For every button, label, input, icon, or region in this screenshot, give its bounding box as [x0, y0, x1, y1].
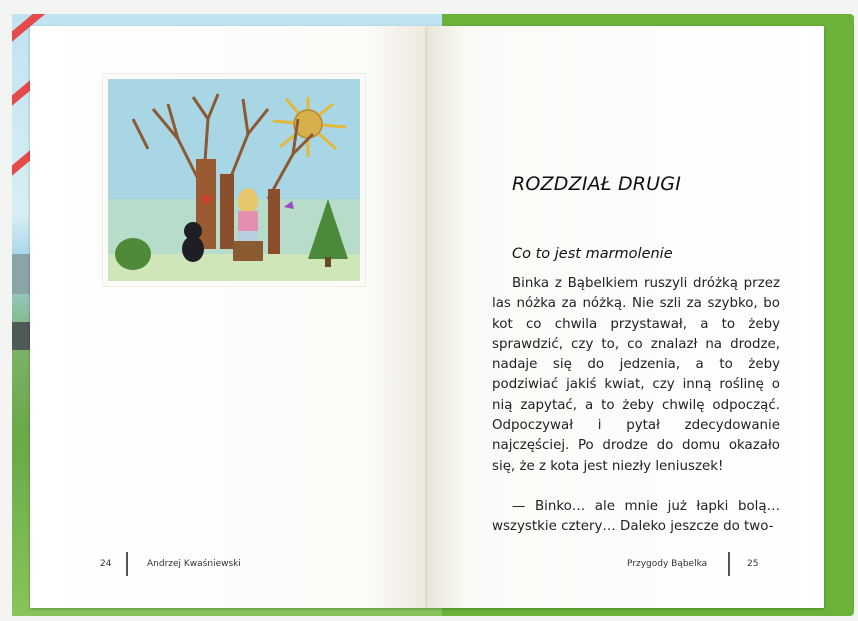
footer-divider: [126, 552, 128, 576]
girl-hair: [238, 188, 258, 214]
cat-head: [184, 222, 202, 240]
footer-divider: [728, 552, 730, 576]
paragraph: Binka z Bąbelkiem ruszyli dróżką przez las nóżka za nóżką. Nie szli za szybko, bo kot co chwila przystawał, a to żeby sprawdzić, czy to, co znalazł na drodze, nadaje się do jedzenia, a to żeby podziwiać jakiś kwiat, czy inną roślinę o nią zapytać, a to żeby chwilę odpocząć. Odpoczywał i pytał zdecydowanie najczęściej. Po drodze do domu okazało się, że z kota jest niezły leniuszek!: [492, 276, 780, 474]
bird: [201, 194, 211, 204]
left-page[interactable]: [30, 26, 427, 608]
tree-stump: [233, 241, 263, 261]
author-name: Andrzej Kwaśniewski: [147, 559, 241, 569]
book-viewer: [12, 14, 852, 616]
tree-trunk: [268, 189, 280, 254]
chapter-subtitle: Co to jest marmolenie: [512, 246, 673, 262]
chapter-illustration: [102, 73, 366, 287]
page-number-right: 25: [747, 559, 759, 569]
tree-trunk: [220, 174, 234, 249]
book-title-footer: Przygody Bąbelka: [627, 559, 708, 569]
girl-dress: [238, 211, 258, 231]
paragraph: — Binko… ale mnie już łapki bolą… wszystkie cztery… Daleko jeszcze do two-: [492, 498, 780, 535]
bush: [115, 238, 151, 270]
chapter-body: [492, 274, 780, 538]
forest-drawing: [108, 79, 360, 281]
page-number-left: 24: [100, 559, 112, 569]
right-page[interactable]: [427, 26, 824, 608]
chapter-title: ROZDZIAŁ DRUGI: [512, 173, 682, 195]
